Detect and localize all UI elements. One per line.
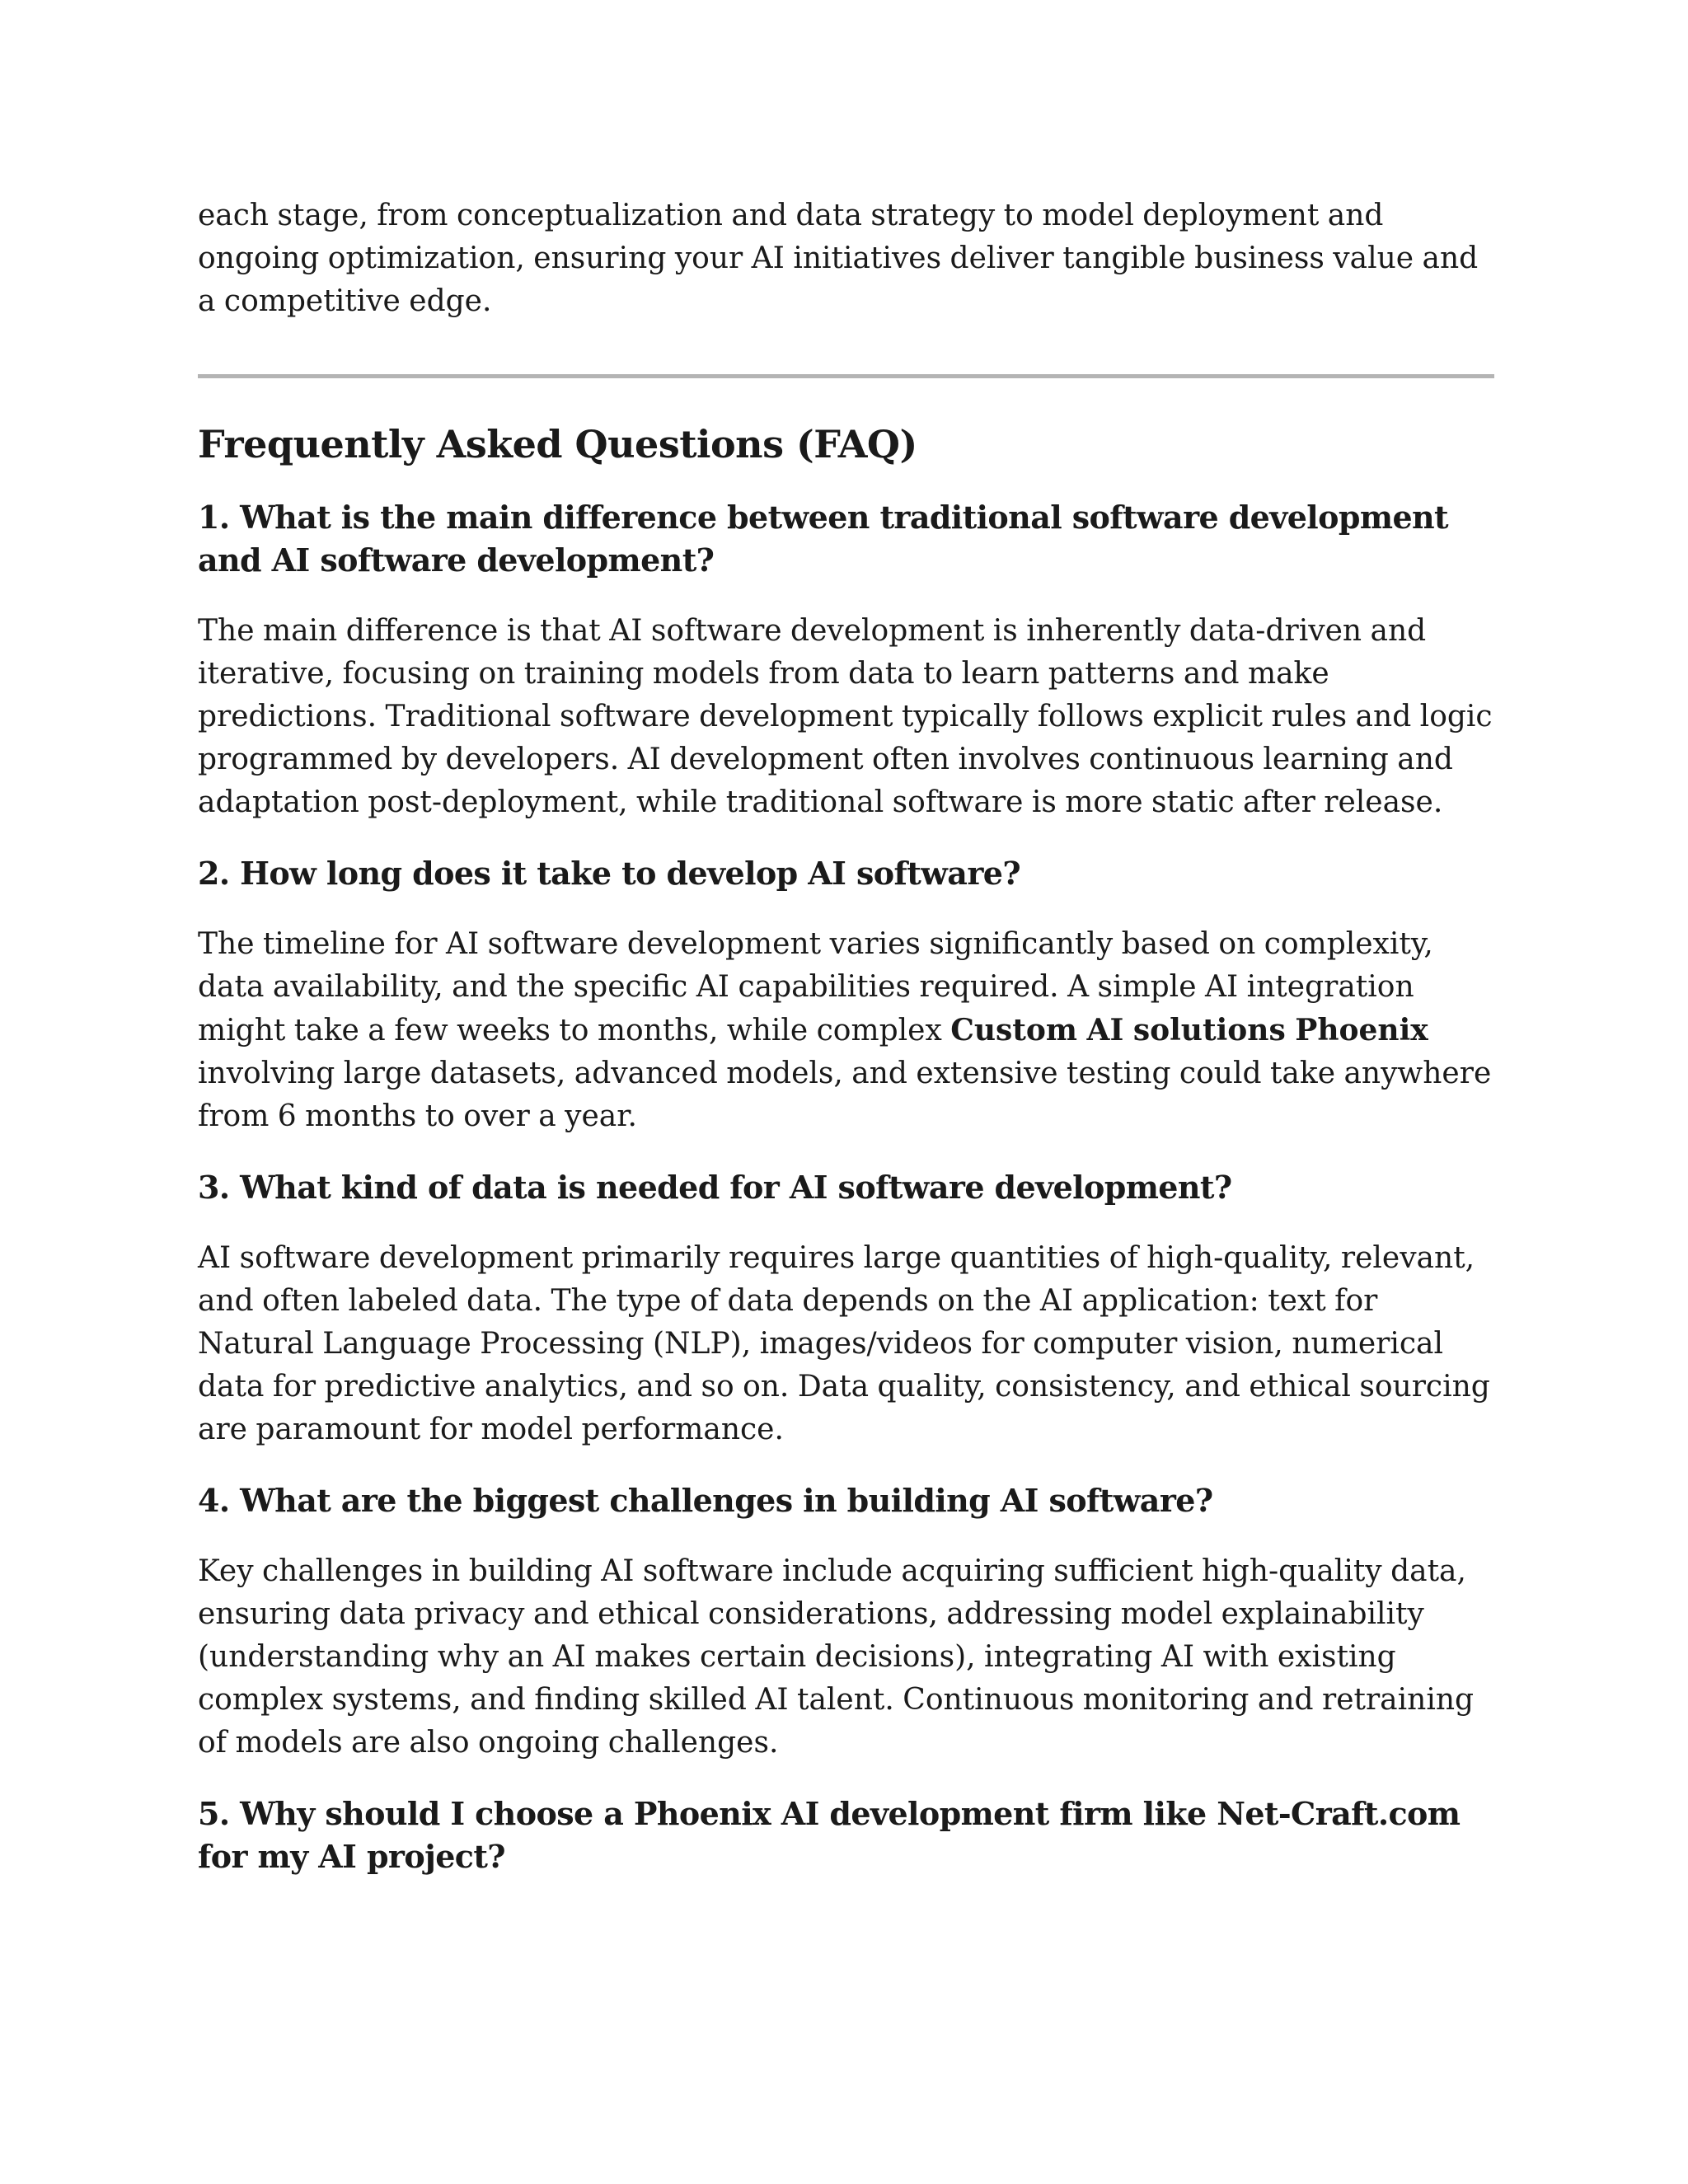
faq-answer-1: The main difference is that AI software development is inherently data-driven and iterative, focusing on training models from data to learn patterns and make predictions. Traditional software development typically follows explicit rules and logic programmed by developers. AI development often involves continuous learning and adaptation post-deployment, while traditional software is more static after release. (198, 614, 1493, 819)
faq-answer-2-text-start: The timeline for AI software development varies significantly based on complexity, data availability, and the specific AI capabilities required. A simple AI integration might take a few weeks to months, while complex (198, 927, 1433, 1047)
faq-question-2: 2. How long does it take to develop AI software? (198, 855, 1020, 892)
faq-answer-2-bold-link-text: Custom AI solutions Phoenix (950, 1013, 1428, 1047)
faq-heading: Frequently Asked Questions (FAQ) (198, 422, 917, 466)
faq-answer-4: Key challenges in building AI software include acquiring sufficient high-quality data, ensuring data privacy and ethical considerations, addressing model explainability (understanding why an AI makes certain decisions), integrating AI with existing complex systems, and finding skilled AI talent. Continuous monitoring and retraining of models are also ongoing challenges. (198, 1554, 1475, 1760)
faq-question-5: 5. Why should I choose a Phoenix AI development firm like Net-Craft.com for my AI project? (198, 1795, 1461, 1875)
faq-question-1: 1. What is the main difference between traditional software development and AI software development? (198, 499, 1449, 579)
document-page (198, 194, 1500, 1878)
intro-paragraph: each stage, from conceptualization and data strategy to model deployment and ongoing optimization, ensuring your AI initiatives deliver tangible business value and a competitive edge. (198, 199, 1479, 318)
faq-question-3: 3. What kind of data is needed for AI software development? (198, 1169, 1232, 1206)
faq-answer-2 (198, 923, 1500, 1138)
faq-answer-2-text-end: involving large datasets, advanced models, and extensive testing could take anywhere from 6 months to over a year. (198, 1057, 1492, 1133)
faq-answer-3: AI software development primarily requires large quantities of high-quality, relevant, and often labeled data. The type of data depends on the AI application: text for Natural Language Processing (NLP), images/videos for computer vision, numerical data for predictive analytics, and so on. Data quality, consistency, and ethical sourcing are paramount for model performance. (198, 1241, 1490, 1446)
faq-question-4: 4. What are the biggest challenges in building AI software? (198, 1482, 1213, 1519)
section-divider (198, 374, 1494, 378)
